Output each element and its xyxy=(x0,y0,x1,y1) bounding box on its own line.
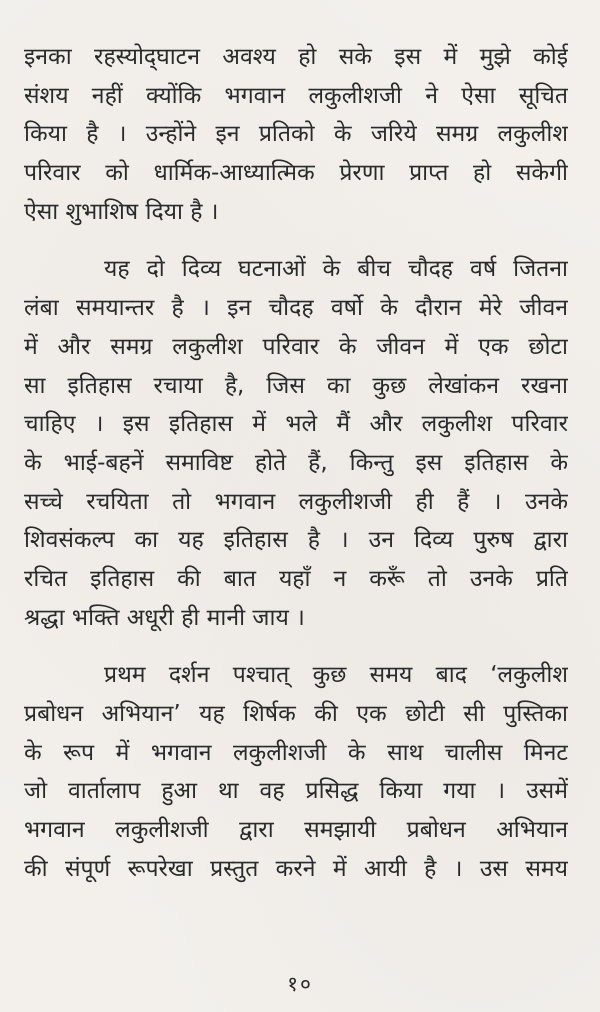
paragraph-gap xyxy=(24,637,568,656)
page-number: १० xyxy=(287,972,313,996)
text-line: की संपूर्ण रूपरेखा प्रस्तुत करने में आयी है । उस समय xyxy=(24,855,568,882)
text-line: के रूप में भगवान लकुलीशजी के साथ चालीस मिनट xyxy=(24,739,568,766)
paragraph-3 xyxy=(24,656,568,888)
paragraph-gap xyxy=(24,231,568,250)
text-line: किया है । उन्होंने इन प्रतिको के जरिये समग्र लकुलीश xyxy=(24,121,568,148)
text-line: शिवसंकल्प का यह इतिहास है । उन दिव्य पुरुष द्वारा xyxy=(24,527,568,554)
paragraph-2 xyxy=(24,250,568,637)
text-line: जो वार्तालाप हुआ था वह प्रसिद्ध किया गया । उसमें xyxy=(24,778,568,805)
text-line: सच्चे रचयिता तो भगवान लकुलीशजी ही हैं । उनके xyxy=(24,488,568,515)
text-line: भगवान लकुलीशजी द्वारा समझायी प्रबोधन अभियान xyxy=(24,817,568,844)
text-line: यह दो दिव्य घटनाओं के बीच चौदह वर्ष जितना xyxy=(104,256,568,283)
text-line: रचित इतिहास की बात यहाँ न करूँ तो उनके प्रति xyxy=(24,565,568,592)
text-line: प्रथम दर्शन पश्चात् कुछ समय बाद ‘लकुलीश xyxy=(104,662,568,689)
text-line: प्रबोधन अभियान’ यह शिर्षक की एक छोटी सी पुस्तिका xyxy=(24,701,568,727)
text-line: सा इतिहास रचाया है, जिस का कुछ लेखांकन रखना xyxy=(24,372,568,399)
text-line: के भाई-बहनें समाविष्ट होते हैं, किन्तु इस इतिहास के xyxy=(24,449,568,476)
text-line: ऐसा शुभाशिष दिया है । xyxy=(24,198,219,225)
text-line: में और समग्र लकुलीश परिवार के जीवन में एक छोटा xyxy=(24,333,568,360)
text-line: श्रद्धा भक्ति अधूरी ही मानी जाय । xyxy=(24,604,305,631)
text-line: लंबा समयान्तर है । इन चौदह वर्षो के दौरान मेरे जीवन xyxy=(24,295,568,322)
text-line: संशय नहीं क्योंकि भगवान लकुलीशजी ने ऐसा सूचित xyxy=(24,82,568,109)
paragraph-1 xyxy=(24,38,568,231)
text-line: चाहिए । इस इतिहास में भले मैं और लकुलीश परिवार xyxy=(24,411,568,438)
text-line: इनका रहस्योद्‌घाटन अवश्य हो सके इस में मुझे कोई xyxy=(24,44,568,70)
page-body xyxy=(24,38,568,888)
text-line: परिवार को धार्मिक-आध्यात्मिक प्रेरणा प्राप्त हो सकेगी xyxy=(24,160,568,187)
